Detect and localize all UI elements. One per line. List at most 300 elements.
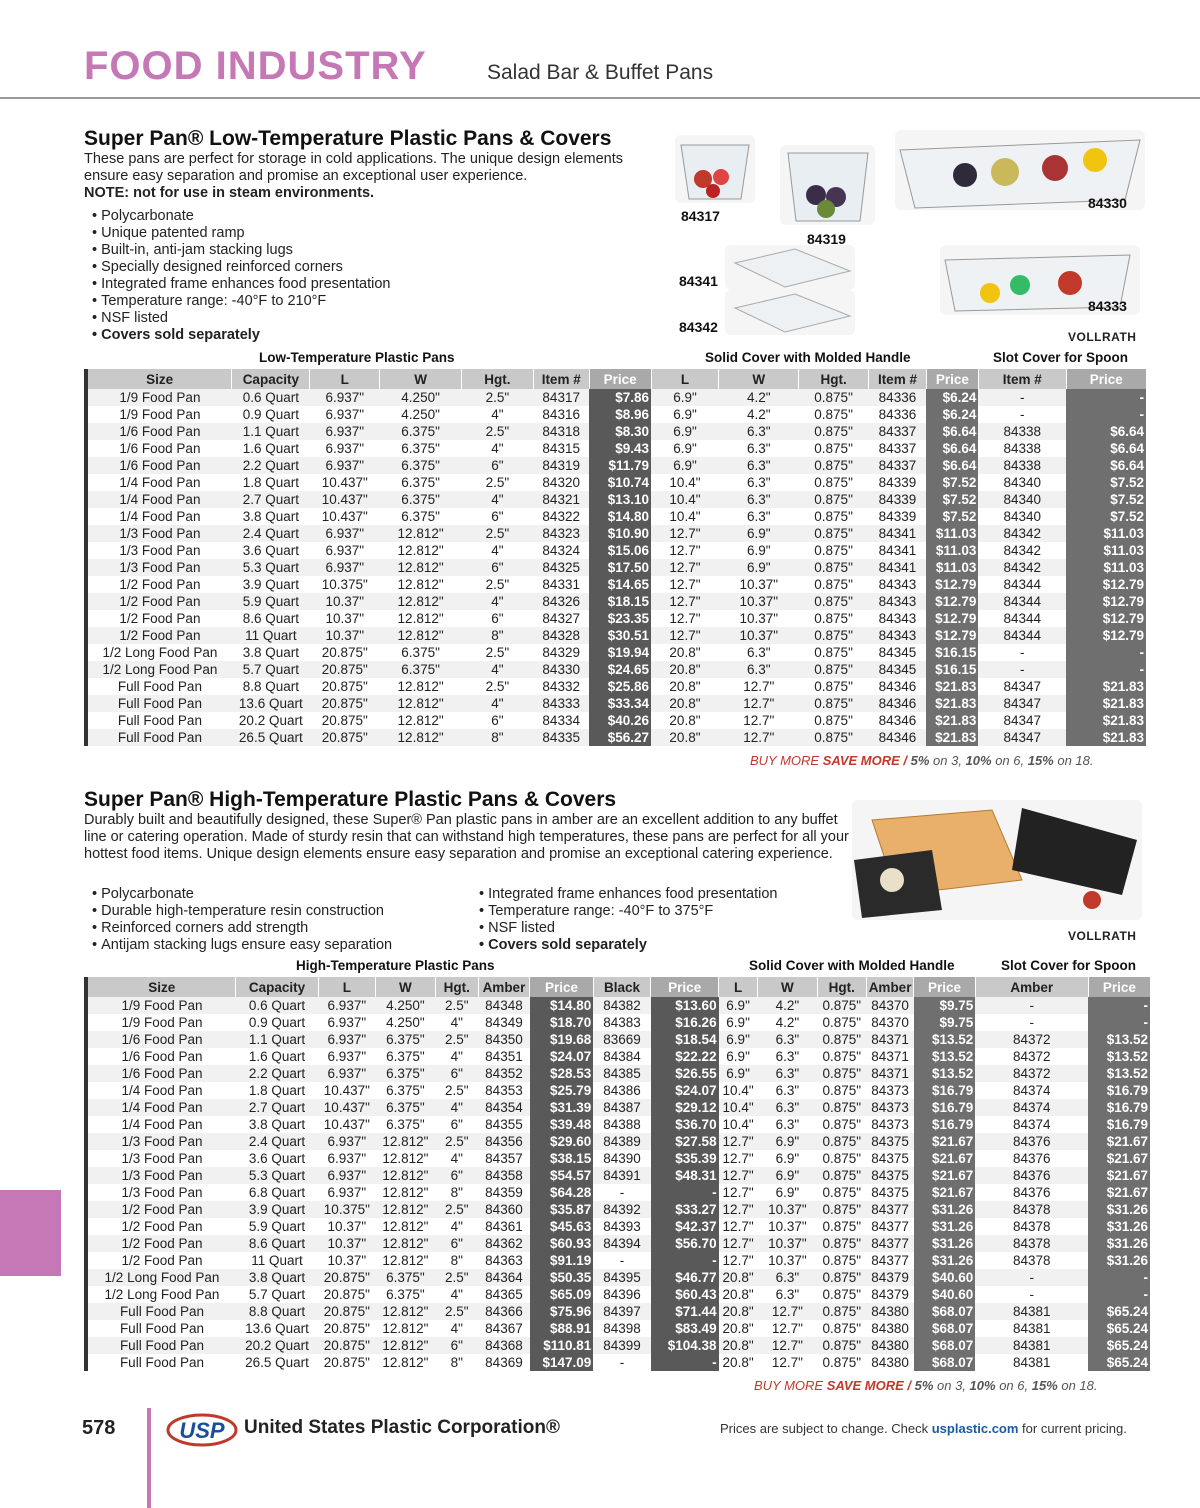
promo-h: on 18.: [1053, 753, 1094, 768]
table-row: [86, 1031, 1150, 1048]
table-cell: 4.250": [386, 998, 425, 1013]
pan-photo-84319: [780, 145, 875, 225]
table-cell: Full Food Pan: [86, 1354, 236, 1371]
table-cell: $6.24: [926, 389, 978, 406]
feature-item: • Temperature range: -40°F to 375°F: [479, 903, 778, 920]
table-cell: 84389: [603, 1134, 641, 1149]
table-cell: $19.94: [589, 644, 651, 661]
promo-a: BUY MORE: [750, 753, 823, 768]
table-cell: $147.09: [530, 1354, 594, 1371]
high-group-pans: High-Temperature Plastic Pans: [296, 958, 495, 973]
table-cell: $15.06: [589, 542, 651, 559]
table-cell: 6.3": [775, 1287, 800, 1302]
high-temp-table: [84, 977, 1150, 1371]
table-cell: 6.937": [325, 526, 365, 541]
table-cell: 12.812": [382, 1321, 429, 1336]
table-cell: 8.6 Quart: [248, 1236, 306, 1251]
table-cell: 6.375": [401, 645, 440, 660]
table-cell: 84377: [871, 1219, 909, 1234]
table-cell: 10.37": [327, 1236, 367, 1251]
table-cell: 12.7": [743, 730, 775, 745]
table-cell: 1/2 Food Pan: [86, 1252, 236, 1269]
table-cell: $13.52: [914, 1031, 976, 1048]
table-cell: 6.9": [726, 1066, 750, 1081]
table-cell: 10.37": [739, 594, 779, 609]
table-cell: 20.875": [321, 696, 368, 711]
table-cell: $40.60: [914, 1286, 976, 1303]
table-cell: -: [1066, 389, 1146, 406]
table-cell: $8.30: [589, 423, 651, 440]
table-cell: 84345: [878, 662, 917, 677]
table-cell: 0.875": [814, 713, 853, 728]
table-cell: 8.6 Quart: [242, 611, 299, 626]
table-cell: 84316: [542, 407, 580, 422]
table-cell: 20.875": [323, 1287, 370, 1302]
table-cell: 84370: [871, 1015, 909, 1030]
table-cell: 8": [491, 628, 504, 643]
table-cell: 84371: [871, 1049, 909, 1064]
table-cell: 20.2 Quart: [245, 1338, 309, 1353]
table-cell: 6.375": [386, 1032, 425, 1047]
table-cell: 12.7": [771, 1355, 803, 1370]
table-cell: 6.9": [746, 543, 771, 558]
table-cell: 3.8 Quart: [242, 645, 299, 660]
table-row: [86, 1218, 1150, 1235]
table-cell: 12.7": [743, 713, 775, 728]
table-cell: 6.937": [327, 1032, 367, 1047]
table-cell: $12.79: [926, 576, 978, 593]
table-cell: 13.6 Quart: [245, 1321, 309, 1336]
table-cell: $18.70: [530, 1014, 594, 1031]
col-header: Size: [86, 369, 232, 389]
table-cell: 6.375": [401, 492, 440, 507]
table-cell: 6.375": [386, 1270, 425, 1285]
table-cell: 84381: [1013, 1338, 1051, 1353]
table-cell: 10.37": [739, 628, 779, 643]
table-cell: 1/4 Food Pan: [86, 1082, 236, 1099]
table-cell: 84392: [603, 1202, 641, 1217]
table-cell: $40.26: [589, 712, 651, 729]
table-cell: 0.875": [822, 1117, 862, 1132]
table-cell: $13.10: [589, 491, 651, 508]
table-cell: $16.15: [926, 644, 978, 661]
footer-divider: [147, 1408, 151, 1508]
table-cell: 84331: [542, 577, 580, 592]
table-cell: $17.50: [589, 559, 651, 576]
table-cell: -: [1029, 1287, 1035, 1302]
table-cell: 2.2 Quart: [248, 1066, 306, 1081]
table-cell: $9.75: [914, 997, 976, 1014]
table-cell: 10.37": [325, 611, 365, 626]
table-row: [86, 712, 1146, 729]
table-cell: 1/2 Food Pan: [86, 627, 232, 644]
table-cell: 12.812": [397, 560, 444, 575]
table-cell: 84376: [1013, 1151, 1051, 1166]
table-cell: $6.64: [1066, 423, 1146, 440]
table-cell: 4.2": [775, 998, 800, 1013]
table-cell: 4": [491, 594, 504, 609]
low-promo: [750, 753, 1094, 768]
table-cell: 4": [491, 662, 504, 677]
table-cell: 84373: [871, 1083, 909, 1098]
table-cell: -: [619, 1355, 625, 1370]
table-cell: 84340: [1003, 475, 1041, 490]
table-cell: 84340: [1003, 509, 1041, 524]
table-cell: $21.83: [1066, 712, 1146, 729]
table-cell: 4": [491, 407, 504, 422]
table-cell: Full Food Pan: [86, 1303, 236, 1320]
table-cell: 1/4 Food Pan: [86, 1116, 236, 1133]
table-cell: 1/9 Food Pan: [86, 406, 232, 423]
feature-item: • Temperature range: -40°F to 210°F: [92, 293, 391, 310]
table-cell: 84343: [878, 628, 917, 643]
table-cell: 12.7": [722, 1168, 754, 1183]
table-cell: $68.07: [914, 1354, 976, 1371]
table-cell: 12.7": [722, 1134, 754, 1149]
table-cell: 1/6 Food Pan: [86, 1031, 236, 1048]
table-cell: $12.79: [926, 610, 978, 627]
table-cell: 84381: [1013, 1304, 1051, 1319]
table-cell: $7.52: [1066, 508, 1146, 525]
table-cell: 12.812": [397, 696, 444, 711]
table-cell: $6.64: [1066, 457, 1146, 474]
table-cell: $31.26: [1088, 1201, 1150, 1218]
table-cell: 84378: [1013, 1236, 1051, 1251]
promo-e-2: 10%: [969, 1378, 996, 1393]
table-cell: 6.375": [386, 1117, 425, 1132]
table-cell: 1/2 Long Food Pan: [86, 1269, 236, 1286]
low-feature-list: [92, 208, 391, 344]
table-cell: $104.38: [651, 1337, 719, 1354]
table-cell: 12.7": [669, 594, 701, 609]
table-cell: $56.27: [589, 729, 651, 746]
table-cell: 1/3 Food Pan: [86, 559, 232, 576]
table-row: [86, 1150, 1150, 1167]
low-temp-table: [84, 369, 1146, 746]
table-cell: 2.5": [444, 998, 469, 1013]
table-cell: 84346: [878, 679, 917, 694]
table-cell: $13.52: [1088, 1065, 1150, 1082]
table-cell: $33.27: [651, 1201, 719, 1218]
cover-photo-84342: [725, 290, 855, 335]
table-cell: 6.9": [726, 998, 750, 1013]
table-cell: 4": [450, 1151, 463, 1166]
table-cell: 0.875": [814, 730, 853, 745]
table-cell: 12.812": [382, 1151, 429, 1166]
promo-b-2: SAVE MORE /: [826, 1378, 915, 1393]
table-cell: 12.812": [397, 543, 444, 558]
table-cell: 84374: [1013, 1083, 1051, 1098]
table-cell: 12.7": [722, 1185, 754, 1200]
table-cell: $18.15: [589, 593, 651, 610]
table-cell: 12.812": [382, 1219, 429, 1234]
table-cell: 6.9": [775, 1151, 800, 1166]
table-cell: $40.60: [914, 1269, 976, 1286]
table-cell: 6.9": [746, 560, 771, 575]
table-cell: 84318: [542, 424, 580, 439]
col-header: W: [758, 977, 818, 997]
table-cell: 12.7": [722, 1202, 754, 1217]
table-cell: 6.937": [325, 543, 365, 558]
table-cell: 1/3 Food Pan: [86, 1150, 236, 1167]
table-cell: 12.812": [382, 1253, 429, 1268]
table-cell: 6.375": [401, 662, 440, 677]
promo-a-2: BUY MORE: [754, 1378, 827, 1393]
table-cell: 84327: [542, 611, 580, 626]
table-cell: 6": [491, 713, 504, 728]
table-cell: 20.2 Quart: [238, 713, 303, 728]
table-cell: $7.86: [589, 389, 651, 406]
table-row: [86, 542, 1146, 559]
table-cell: 84373: [871, 1100, 909, 1115]
table-cell: 6.937": [327, 1015, 367, 1030]
table-cell: 1/2 Long Food Pan: [86, 644, 232, 661]
table-cell: 1/2 Food Pan: [86, 1218, 236, 1235]
table-cell: $38.15: [530, 1150, 594, 1167]
table-cell: 1/2 Long Food Pan: [86, 1286, 236, 1303]
table-cell: 84380: [871, 1338, 909, 1353]
table-cell: $54.57: [530, 1167, 594, 1184]
pricing-note: [720, 1421, 1127, 1436]
table-cell: 3.9 Quart: [242, 577, 299, 592]
table-cell: $10.90: [589, 525, 651, 542]
table-cell: 8": [450, 1185, 463, 1200]
table-cell: 84374: [1013, 1100, 1051, 1115]
table-cell: $27.58: [651, 1133, 719, 1150]
table-cell: 1.1 Quart: [248, 1032, 306, 1047]
table-cell: 12.7": [669, 577, 701, 592]
table-cell: $25.86: [589, 678, 651, 695]
table-cell: 84360: [485, 1202, 523, 1217]
table-cell: 6.9": [726, 1049, 750, 1064]
table-cell: $11.03: [1066, 559, 1146, 576]
table-cell: 10.437": [323, 1100, 370, 1115]
section-side-tab: [0, 1190, 61, 1276]
table-cell: $31.26: [914, 1201, 976, 1218]
table-cell: 12.812": [382, 1304, 429, 1319]
promo-e: 10%: [965, 753, 992, 768]
table-cell: $16.79: [1088, 1082, 1150, 1099]
table-cell: 84319: [542, 458, 580, 473]
feature-item: • Polycarbonate: [92, 886, 392, 903]
table-cell: 84398: [603, 1321, 641, 1336]
table-cell: 84375: [871, 1151, 909, 1166]
table-cell: 0.875": [814, 594, 853, 609]
table-cell: 0.875": [822, 1134, 862, 1149]
table-cell: 2.5": [485, 424, 510, 439]
table-cell: 0.875": [822, 998, 862, 1013]
table-cell: -: [1019, 645, 1025, 660]
page-number: 578: [82, 1417, 116, 1439]
table-cell: 20.875": [323, 1338, 370, 1353]
table-cell: 0.875": [814, 458, 853, 473]
table-cell: 20.8": [669, 730, 701, 745]
table-row: [86, 1235, 1150, 1252]
table-cell: $45.63: [530, 1218, 594, 1235]
table-cell: 84344: [1003, 611, 1041, 626]
table-row: [86, 1014, 1150, 1031]
table-cell: -: [1088, 1014, 1150, 1031]
table-cell: 84365: [485, 1287, 523, 1302]
table-cell: $31.26: [914, 1235, 976, 1252]
table-cell: 1/6 Food Pan: [86, 423, 232, 440]
table-cell: -: [651, 1184, 719, 1201]
table-cell: 6.3": [746, 509, 771, 524]
table-cell: 1/2 Long Food Pan: [86, 661, 232, 678]
table-cell: 4.2": [746, 390, 771, 405]
table-cell: $60.43: [651, 1286, 719, 1303]
table-row: [86, 389, 1146, 406]
table-cell: 84355: [485, 1117, 523, 1132]
table-cell: -: [1019, 662, 1025, 677]
table-row: [86, 1269, 1150, 1286]
pricing-note-a: Prices are subject to change. Check: [720, 1421, 932, 1436]
table-cell: 84393: [603, 1219, 641, 1234]
table-cell: 3.6 Quart: [242, 543, 299, 558]
table-cell: $21.67: [1088, 1184, 1150, 1201]
table-cell: 20.8": [722, 1287, 754, 1302]
table-cell: 84372: [1013, 1032, 1051, 1047]
table-cell: $31.26: [1088, 1218, 1150, 1235]
promo-g: 15%: [1027, 753, 1054, 768]
table-cell: 12.812": [397, 628, 444, 643]
table-cell: 10.37": [768, 1202, 807, 1217]
col-header: Black: [593, 977, 651, 997]
table-cell: 12.7": [771, 1338, 803, 1353]
table-cell: 84372: [1013, 1049, 1051, 1064]
table-cell: $25.79: [530, 1082, 594, 1099]
table-cell: $7.52: [926, 474, 978, 491]
table-cell: 83669: [603, 1032, 641, 1047]
table-cell: 84323: [542, 526, 580, 541]
table-row: [86, 644, 1146, 661]
feature-item: • Durable high-temperature resin construction: [92, 903, 392, 920]
table-cell: 84381: [1013, 1355, 1051, 1370]
col-header: Item #: [533, 369, 589, 389]
usp-logo: [166, 1413, 238, 1447]
table-cell: $7.52: [926, 508, 978, 525]
feature-item-covers: • Covers sold separately: [92, 327, 391, 344]
table-cell: 12.7": [669, 560, 701, 575]
table-cell: 12.7": [743, 696, 775, 711]
low-group-solid-cover: Solid Cover with Molded Handle: [705, 350, 911, 365]
table-cell: $12.79: [926, 627, 978, 644]
table-cell: $50.35: [530, 1269, 594, 1286]
table-cell: 12.7": [722, 1219, 754, 1234]
table-cell: 12.812": [397, 526, 444, 541]
table-cell: 8": [491, 730, 504, 745]
table-cell: 4": [450, 1287, 463, 1302]
table-cell: 84391: [603, 1168, 641, 1183]
table-cell: 12.7": [669, 526, 701, 541]
table-cell: 20.8": [722, 1355, 754, 1370]
table-cell: $46.77: [651, 1269, 719, 1286]
table-cell: 84396: [603, 1287, 641, 1302]
table-cell: 6.9": [673, 458, 697, 473]
table-cell: 6.9": [726, 1015, 750, 1030]
feature-item: • NSF listed: [92, 310, 391, 327]
table-cell: 6.9": [726, 1032, 750, 1047]
table-cell: 84351: [485, 1049, 523, 1064]
table-row: [86, 1133, 1150, 1150]
table-cell: 12.7": [722, 1236, 754, 1251]
table-cell: 0.875": [822, 1270, 862, 1285]
table-cell: 3.8 Quart: [242, 509, 299, 524]
table-cell: 1/6 Food Pan: [86, 1065, 236, 1082]
table-cell: 84341: [878, 560, 917, 575]
promo-b: SAVE MORE /: [822, 753, 911, 768]
website-link[interactable]: usplastic.com: [931, 1421, 1019, 1436]
table-cell: 84341: [878, 543, 917, 558]
table-cell: 20.8": [722, 1321, 754, 1336]
table-cell: 84339: [878, 475, 917, 490]
table-cell: $7.52: [1066, 474, 1146, 491]
table-cell: 2.5": [485, 645, 510, 660]
table-cell: $68.07: [914, 1303, 976, 1320]
table-row: [86, 1065, 1150, 1082]
table-cell: 2.5": [485, 577, 510, 592]
table-cell: 0.6 Quart: [242, 390, 299, 405]
table-cell: 20.875": [323, 1270, 370, 1285]
table-cell: 10.437": [323, 1117, 370, 1132]
table-cell: $56.70: [651, 1235, 719, 1252]
vollrath-logo: VOLLRATH: [1068, 330, 1137, 344]
table-cell: 84338: [1003, 424, 1041, 439]
table-cell: 12.812": [382, 1236, 429, 1251]
table-cell: $6.64: [926, 423, 978, 440]
table-cell: 84375: [871, 1134, 909, 1149]
table-cell: 84343: [878, 577, 917, 592]
table-cell: 84362: [485, 1236, 523, 1251]
table-cell: 1/2 Food Pan: [86, 1201, 236, 1218]
table-cell: 0.875": [822, 1185, 862, 1200]
table-cell: 84326: [542, 594, 580, 609]
table-cell: 4": [450, 1321, 463, 1336]
table-cell: $21.83: [926, 729, 978, 746]
table-cell: 6.3": [775, 1270, 800, 1285]
table-cell: $13.52: [914, 1048, 976, 1065]
table-cell: 84339: [878, 509, 917, 524]
table-cell: 2.5": [485, 475, 510, 490]
table-cell: 6.375": [401, 441, 440, 456]
table-cell: 1/9 Food Pan: [86, 997, 236, 1014]
table-cell: 84347: [1003, 696, 1041, 711]
table-row: [86, 576, 1146, 593]
col-header: L: [318, 977, 376, 997]
table-cell: $60.93: [530, 1235, 594, 1252]
feature-item: • Unique patented ramp: [92, 225, 391, 242]
col-header: Price: [1088, 977, 1150, 997]
promo-f-2: on 6,: [995, 1378, 1032, 1393]
table-cell: 10.37": [325, 594, 365, 609]
table-cell: $13.52: [914, 1065, 976, 1082]
col-header: Price: [914, 977, 976, 997]
table-cell: 20.875": [321, 713, 368, 728]
table-cell: 10.4": [722, 1083, 754, 1098]
table-cell: $11.03: [926, 559, 978, 576]
table-cell: 6.937": [327, 1151, 367, 1166]
table-cell: 4": [450, 1100, 463, 1115]
table-cell: 84359: [485, 1185, 523, 1200]
table-cell: $35.39: [651, 1150, 719, 1167]
table-cell: 6.375": [386, 1100, 425, 1115]
table-cell: 1/2 Food Pan: [86, 593, 232, 610]
table-cell: 84333: [542, 696, 580, 711]
col-header: L: [719, 977, 758, 997]
table-row: [86, 1252, 1150, 1269]
table-cell: 6.9": [673, 424, 697, 439]
table-row: [86, 997, 1150, 1014]
